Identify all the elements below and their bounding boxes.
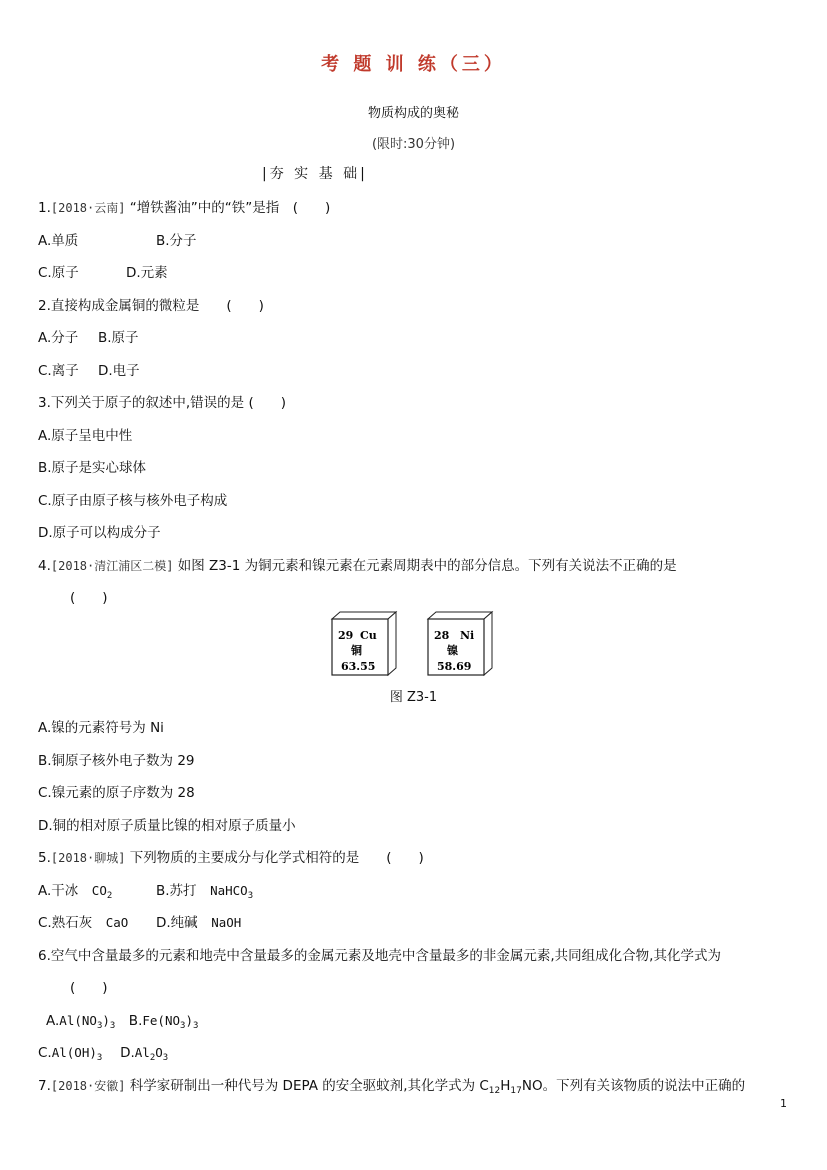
q4-option-a: A.镍的元素符号为 Ni bbox=[38, 720, 164, 736]
q3-option-d: D.原子可以构成分子 bbox=[38, 525, 161, 541]
q4-option-d: D.铜的相对原子质量比镍的相对原子质量小 bbox=[38, 818, 296, 834]
q1-stem: “增铁酱油”中的“铁”是指 ( ) bbox=[129, 200, 331, 216]
q3-option-b: B.原子是实心球体 bbox=[38, 460, 147, 476]
q6-option-c: $C.Al(OH)_3$ $D.Al_2O_3$ bbox=[38, 1045, 169, 1063]
question-6: 6.空气中含量最多的元素和地壳中含量最多的金属元素及地壳中含量最多的非金属元素,共同组成化合物,其化学式为 bbox=[38, 948, 721, 964]
ni-atomic-number: 28 bbox=[434, 629, 450, 642]
nickel-element-card bbox=[428, 612, 492, 675]
q5-stem: 下列物质的主要成分与化学式相符的是 ( ) bbox=[129, 850, 424, 866]
cu-symbol: Cu bbox=[360, 629, 377, 642]
q2-option-b: B.原子 bbox=[98, 330, 139, 346]
q7-number: 7. bbox=[38, 1078, 51, 1094]
q7-stem-end: NO。下列有关该物质的说法中正确的 bbox=[521, 1078, 746, 1094]
q5-option-d: D.纯碱 NaOH bbox=[156, 915, 242, 931]
q7-stem-start: 科学家研制出一种代号为 DEPA 的安全驱蚊剂,其化学式为 C bbox=[129, 1078, 489, 1094]
question-7: 7.[2018·安徽] 科学家研制出一种代号为 DEPA 的安全驱蚊剂,其化学式为 $C_{12}H_{17}NO$。下列有关该物质的说法中正确的 bbox=[38, 1078, 746, 1096]
q2-option-d: D.电子 bbox=[98, 363, 140, 379]
copper-element-card bbox=[332, 612, 396, 675]
q6-answer-paren: ( ) bbox=[70, 980, 108, 996]
question-5 bbox=[38, 846, 424, 866]
q2-option-a: A.分子 bbox=[38, 330, 79, 346]
q7-source: [2018·安徽] bbox=[50, 1079, 126, 1093]
q5-number: 5. bbox=[38, 850, 51, 866]
q1-option-d: D.元素 bbox=[126, 265, 168, 281]
q4-option-c: C.镍元素的原子序数为 28 bbox=[38, 785, 195, 801]
question-2: 2.直接构成金属铜的微粒是 ( ) bbox=[38, 298, 264, 314]
page-subtitle: 物质构成的奥秘 bbox=[367, 106, 459, 121]
q5-option-b: B.苏打 NaHCO$_3$ bbox=[156, 883, 254, 901]
q1-option-a: A.单质 bbox=[38, 233, 79, 249]
cu-name: 铜 bbox=[351, 644, 362, 657]
page-number: 1 bbox=[780, 1097, 787, 1110]
q1-number: 1. bbox=[38, 200, 51, 216]
question-3: 3.下列关于原子的叙述中,错误的是 ( ) bbox=[38, 395, 286, 411]
q2-option-c: C.离子 bbox=[38, 363, 79, 379]
q4-source: [2018·清江浦区二模] bbox=[50, 559, 174, 573]
question-1 bbox=[38, 196, 330, 216]
q6-option-a: $A.Al(NO_3)_3$ $B.Fe(NO_3)_3$ bbox=[46, 1013, 199, 1031]
ni-symbol: Ni bbox=[460, 629, 475, 642]
q5-option-c: C.熟石灰 CaO bbox=[38, 915, 129, 931]
page-title: 考 题 训 练（三） bbox=[321, 54, 506, 75]
section-heading: |夯 实 基 础| bbox=[262, 166, 368, 182]
time-limit: (限时:30分钟) bbox=[371, 137, 456, 152]
q4-stem: 如图 Z3-1 为铜元素和镍元素在元素周期表中的部分信息。下列有关说法不正确的是 bbox=[177, 558, 677, 574]
ni-name: 镍 bbox=[447, 644, 458, 657]
question-4 bbox=[38, 554, 677, 574]
q4-answer-paren: ( ) bbox=[70, 590, 108, 606]
q3-option-c: C.原子由原子核与核外电子构成 bbox=[38, 493, 228, 509]
q1-option-b: B.分子 bbox=[156, 233, 197, 249]
figure-caption: 图 Z3-1 bbox=[389, 690, 438, 705]
q5-source: [2018·聊城] bbox=[50, 851, 126, 865]
q4-number: 4. bbox=[38, 558, 51, 574]
ni-mass: 58.69 bbox=[437, 660, 472, 673]
q5-option-a: A.干冰 $CO_2$ bbox=[38, 883, 113, 901]
q1-option-c: C.原子 bbox=[38, 265, 79, 281]
q1-source: [2018·云南] bbox=[50, 201, 126, 215]
q3-option-a: A.原子呈电中性 bbox=[38, 428, 133, 444]
q4-option-b: B.铜原子核外电子数为 29 bbox=[38, 753, 195, 769]
cu-mass: 63.55 bbox=[341, 660, 376, 673]
cu-atomic-number: 29 bbox=[338, 629, 354, 642]
element-cards-figure bbox=[328, 609, 500, 681]
